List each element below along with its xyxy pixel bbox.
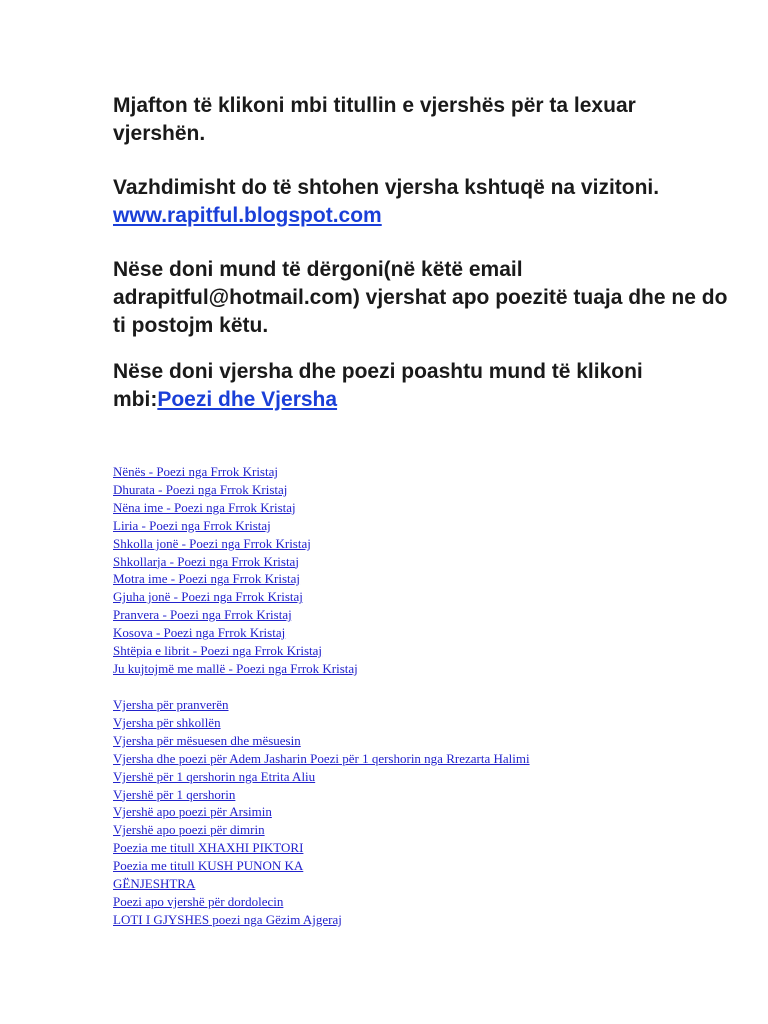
poem-link[interactable]: Vjershë për 1 qershorin	[113, 786, 236, 802]
poem-link[interactable]: Gjuha jonë - Poezi nga Frrok Kristaj	[113, 589, 303, 605]
poem-link[interactable]: Vjersha për mësuesen dhe mësuesin	[113, 732, 301, 748]
poem-link[interactable]: Kosova - Poezi nga Frrok Kristaj	[113, 625, 286, 641]
intro-paragraph-click-title: Mjafton të klikoni mbi titullin e vjershës për ta lexuar vjershën.	[113, 94, 636, 145]
poem-link[interactable]: Poezia me titull KUSH PUNON KA	[113, 858, 304, 874]
poem-link[interactable]: Nënës - Poezi nga Frrok Kristaj	[113, 464, 278, 479]
poem-link[interactable]: Vjersha dhe poezi për Adem Jasharin Poezi për 1 qershorin nga Rrezarta Halimi	[113, 750, 530, 766]
poem-link[interactable]: Poezia me titull XHAXHI PIKTORI	[113, 840, 304, 856]
poem-link[interactable]: Vjershë apo poezi për Arsimin	[113, 804, 272, 820]
poem-link[interactable]: Liria - Poezi nga Frrok Kristaj	[113, 517, 271, 533]
poem-link[interactable]: Vjersha për pranverën	[113, 697, 229, 712]
poem-link[interactable]: Poezi apo vjershë për dordolecin	[113, 893, 284, 909]
poem-link[interactable]: Shkolla jonë - Poezi nga Frrok Kristaj	[113, 535, 311, 551]
intro-paragraph-email: Nëse doni mund të dërgoni(në këtë email adrapitful@hotmail.com) vjershat apo poezitë tuaja dhe ne do ti postojm këtu.	[113, 258, 728, 337]
poem-link[interactable]: Vjershë apo poezi për dimrin	[113, 822, 265, 838]
poem-link[interactable]: Ju kujtojmë me mallë - Poezi nga Frrok Kristaj	[113, 660, 358, 676]
poem-link[interactable]: Shtëpia e librit - Poezi nga Frrok Kristaj	[113, 643, 323, 659]
poem-link[interactable]: Motra ime - Poezi nga Frrok Kristaj	[113, 571, 301, 587]
poem-link-list-frrok-kristaj	[113, 463, 733, 678]
intro-paragraph-more	[113, 358, 733, 414]
poezi-dhe-vjersha-link[interactable]: Poezi dhe Vjersha	[157, 388, 338, 411]
intro-more-text: Nëse doni vjersha dhe poezi poashtu mund të klikoni mbi:	[113, 360, 643, 411]
poem-link-list-other	[113, 696, 733, 929]
poem-link[interactable]: Shkollarja - Poezi nga Frrok Kristaj	[113, 553, 299, 569]
poem-link[interactable]: Nëna ime - Poezi nga Frrok Kristaj	[113, 499, 296, 515]
poem-link[interactable]: Vjershë për 1 qershorin nga Etrita Aliu	[113, 768, 316, 784]
blog-link[interactable]: www.rapitful.blogspot.com	[113, 204, 382, 227]
poem-link[interactable]: LOTI I GJYSHES poezi nga Gëzim Ajgeraj	[113, 911, 342, 927]
intro-paragraph-visit	[113, 174, 733, 230]
poem-link[interactable]: GËNJESHTRA	[113, 876, 196, 892]
intro-visit-text: Vazhdimisht do të shtohen vjersha kshtuqë na vizitoni.	[113, 176, 660, 199]
poem-link[interactable]: Pranvera - Poezi nga Frrok Kristaj	[113, 607, 292, 623]
poem-link[interactable]: Dhurata - Poezi nga Frrok Kristaj	[113, 481, 288, 497]
poem-link[interactable]: Vjersha për shkollën	[113, 714, 221, 730]
intro-section	[113, 92, 733, 414]
